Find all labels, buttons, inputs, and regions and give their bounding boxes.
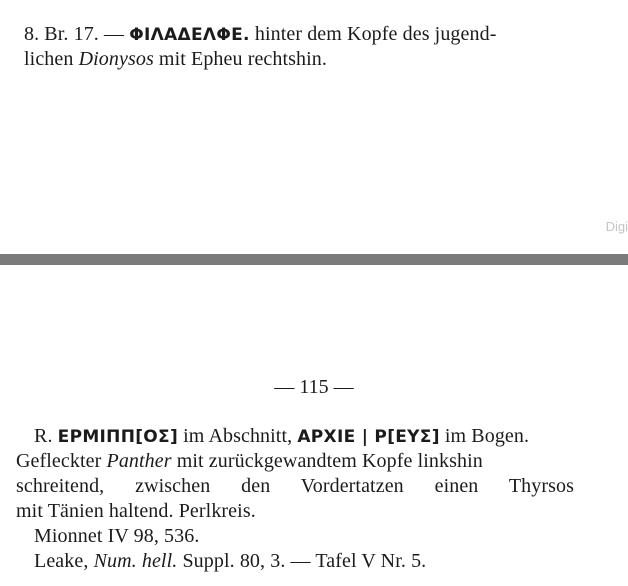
entry-text: hinter dem Kopfe des jugend- [249,23,497,45]
entry-text: mit zurückgewandtem Kopfe linkshin [171,450,483,472]
entry-text: Leake, [34,550,94,572]
entry-text: lichen [24,48,79,70]
greek-legend: ΑΡΧΙΕ | Ρ[ΕΥΣ] [297,427,440,447]
reverse-symbol: R. [34,425,53,447]
entry-text: Gefleckter [16,450,107,472]
upper-page [0,0,628,254]
greek-legend: ΕΡΜΙΠΠ[ΟΣ] [57,427,179,447]
entry-text: Suppl. 80, 3. — Tafel V Nr. 5. [177,550,427,572]
entry-number: 8. Br. 17. — [24,23,130,45]
italic-name: Dionysos [78,48,154,70]
reference-leake [34,549,426,573]
entry-8-line-1 [24,22,496,47]
entry-text: im Bogen. [439,425,530,447]
watermark: Digi [605,219,628,234]
reverse-line-2 [16,449,483,473]
italic-name: Panther [106,450,172,472]
entry-text: im Abschnitt, [178,425,298,447]
reverse-line-1 [34,424,529,449]
page-divider [0,254,628,265]
italic-title: Num. hell. [93,550,178,572]
entry-text: mit Epheu rechtshin. [153,48,328,70]
reference-mionnet: Mionnet IV 98, 536. [34,525,200,547]
greek-legend: ΦΙΛΑΔΕΛΦΕ. [129,25,250,45]
entry-8-line-2 [24,47,327,71]
reverse-line-4: mit Tänien haltend. Perlkreis. [16,500,256,522]
reverse-line-3: schreitend, zwischen den Vordertatzen einen Thyrsos [16,475,574,497]
page-number: — 115 — [274,376,354,398]
